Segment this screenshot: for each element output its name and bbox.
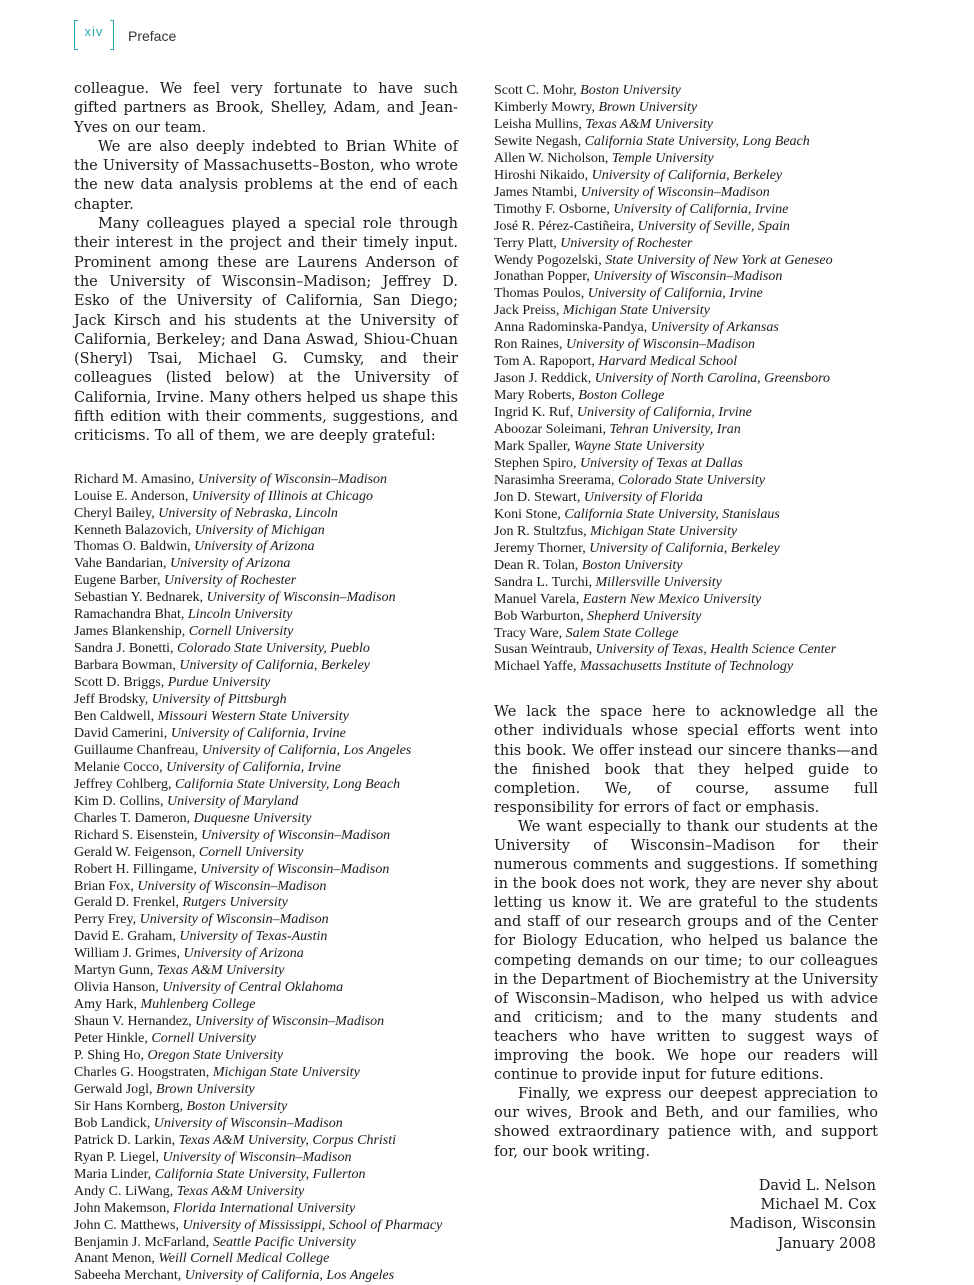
- reviewer-institution: Muhlenberg College: [140, 997, 256, 1013]
- reviewer-name: Robert H. Fillingame,: [74, 861, 201, 877]
- reviewer-institution: University of Wisconsin–Madison: [593, 269, 783, 285]
- reviewer-name: Tracy Ware,: [494, 625, 566, 641]
- reviewer-institution: University of Wisconsin–Madison: [137, 878, 327, 894]
- reviewer-entry: [74, 1031, 458, 1048]
- reviewer-institution: University of Texas, Health Science Center: [595, 642, 837, 658]
- reviewer-entry: [74, 675, 458, 692]
- reviewer-entry: [74, 1065, 458, 1082]
- reviewer-entry: [494, 236, 878, 253]
- reviewer-entry: [494, 320, 878, 337]
- reviewer-name: Ryan P. Liegel,: [74, 1149, 163, 1165]
- reviewer-institution: University of California, Berkeley: [591, 167, 783, 183]
- reviewer-institution: University of Wisconsin–Madison: [153, 1115, 343, 1131]
- reviewer-list-left: [74, 472, 458, 1285]
- left-column: [74, 80, 458, 1285]
- reviewer-entry: [74, 1268, 458, 1285]
- reviewer-entry: [494, 405, 878, 422]
- reviewer-institution: University of Arizona: [170, 556, 291, 572]
- reviewer-name: Ben Caldwell,: [74, 708, 158, 724]
- reviewer-institution: University of Arizona: [194, 539, 315, 555]
- reviewer-name: Peter Hinkle,: [74, 1031, 152, 1047]
- reviewer-entry: [74, 472, 458, 489]
- reviewer-institution: University of California, Irvine: [166, 759, 342, 775]
- reviewer-name: Sebastian Y. Bednarek,: [74, 590, 207, 606]
- reviewer-entry: [74, 658, 458, 675]
- reviewer-institution: University of Arkansas: [650, 320, 779, 336]
- paragraph-brian-white: We are also deeply indebted to Brian White of the University of Massachusetts–Boston, who wrote the new data analysis problems at the end of each chapter.: [74, 138, 458, 213]
- reviewer-entry: [494, 100, 878, 117]
- reviewer-name: Mark Spaller,: [494, 439, 574, 455]
- reviewer-institution: University of Nebraska, Lincoln: [158, 505, 338, 521]
- reviewer-institution: University of Arizona: [183, 946, 304, 962]
- reviewer-entry: [74, 760, 458, 777]
- reviewer-name: Ron Raines,: [494, 337, 566, 353]
- reviewer-institution: Colorado State University: [618, 472, 765, 488]
- reviewer-entry: [494, 626, 878, 643]
- reviewer-name: Jon D. Stewart,: [494, 489, 584, 505]
- reviewer-entry: [74, 1218, 458, 1235]
- reviewer-name: Patrick D. Larkin,: [74, 1132, 179, 1148]
- reviewer-name: Richard M. Amasino,: [74, 471, 199, 487]
- reviewer-institution: State University of New York at Geneseo: [605, 252, 833, 268]
- reviewer-name: Brian Fox,: [74, 878, 138, 894]
- reviewer-name: Jack Preiss,: [494, 303, 563, 319]
- page-number: xiv: [84, 24, 104, 39]
- reviewer-institution: Oregon State University: [147, 1048, 284, 1064]
- reviewer-name: Tom A. Rapoport,: [494, 354, 599, 370]
- paragraph-partners: colleague. We feel very fortunate to have such gifted partners as Brook, Shelley, Adam, and Jean-Yves on our team.: [74, 81, 458, 136]
- reviewer-name: Charles G. Hoogstraten,: [74, 1065, 213, 1080]
- reviewer-name: Kenneth Balazovich,: [74, 522, 195, 538]
- reviewer-name: John Makemson,: [74, 1200, 174, 1216]
- reviewer-institution: University of Wisconsin–Madison: [565, 337, 755, 353]
- reviewer-entry: [74, 946, 458, 963]
- reviewer-name: Barbara Bowman,: [74, 658, 180, 674]
- reviewer-name: Stephen Spiro,: [494, 455, 580, 471]
- reviewer-entry: [494, 490, 878, 507]
- reviewer-institution: University of Pittsburgh: [151, 692, 287, 708]
- reviewer-entry: [494, 422, 878, 439]
- reviewer-entry: [74, 590, 458, 607]
- reviewer-name: Jonathan Popper,: [494, 269, 594, 285]
- reviewer-entry: [74, 1201, 458, 1218]
- reviewer-institution: Cornell University: [198, 844, 304, 860]
- reviewer-entry: [494, 541, 878, 558]
- reviewer-institution: Cornell University: [151, 1031, 256, 1047]
- closing-text: [494, 703, 878, 1161]
- reviewer-entry: [494, 659, 878, 676]
- reviewer-entry: [74, 1184, 458, 1201]
- reviewer-institution: University of California, Irvine: [576, 405, 752, 421]
- reviewer-entry: [74, 556, 458, 573]
- reviewer-institution: Boston University: [581, 557, 683, 573]
- reviewer-name: Susan Weintraub,: [494, 642, 596, 658]
- reviewer-name: Maria Linder,: [74, 1166, 155, 1182]
- reviewer-name: Bob Warburton,: [494, 608, 588, 624]
- reviewer-name: Michael Yaffe,: [494, 659, 581, 675]
- reviewer-institution: University of Wisconsin–Madison: [206, 590, 396, 606]
- reviewer-name: José R. Pérez-Castiñeira,: [494, 218, 638, 234]
- reviewer-entry: [494, 83, 878, 100]
- reviewer-entry: [74, 963, 458, 980]
- signature-author-2: Michael M. Cox: [760, 1196, 876, 1213]
- reviewer-entry: [494, 185, 878, 202]
- reviewer-institution: Purdue University: [167, 675, 271, 691]
- reviewer-institution: University of Wisconsin–Madison: [195, 1014, 385, 1030]
- reviewer-entry: [494, 219, 878, 236]
- reviewer-institution: Temple University: [611, 150, 714, 166]
- reviewer-institution: University of Wisconsin–Madison: [198, 471, 388, 487]
- reviewer-institution: Seattle Pacific University: [212, 1234, 356, 1250]
- reviewer-entry: [494, 337, 878, 354]
- reviewer-entry: [494, 151, 878, 168]
- right-column: [494, 83, 878, 1254]
- reviewer-institution: University of Rochester: [560, 235, 693, 251]
- reviewer-entry: [74, 980, 458, 997]
- reviewer-name: Sandra L. Turchi,: [494, 574, 596, 590]
- reviewer-name: Ingrid K. Ruf,: [494, 405, 577, 421]
- running-title: Preface: [128, 28, 177, 44]
- reviewer-institution: Texas A&M University: [176, 1183, 305, 1199]
- reviewer-entry: [74, 692, 458, 709]
- reviewer-entry: [74, 895, 458, 912]
- reviewer-entry: [74, 777, 458, 794]
- reviewer-institution: Millersville University: [595, 574, 722, 590]
- reviewer-name: Gerwald Jogl,: [74, 1081, 157, 1097]
- reviewer-name: Mary Roberts,: [494, 388, 579, 404]
- reviewer-name: Melanie Cocco,: [74, 759, 167, 775]
- reviewer-institution: University of Wisconsin–Madison: [139, 912, 329, 928]
- signature-block: [494, 1177, 878, 1254]
- paragraph-students: We want especially to thank our students at the University of Wisconsin–Madison for their numerous comments and suggestions. If something in the book does not work, they are never shy about letting us know it. We are grateful to the students and staff of our research groups and of the Center for Biology Education, who helped us balance the competing demands on our time; to our colleagues in the Department of Biochemistry at the University of Wisconsin–Madison, who helped us with advice and criticism; and to the many students and teachers who have written to suggest ways of improving the book. We hope our readers will continue to provide input for future editions.: [494, 818, 878, 1084]
- reviewer-entry: [74, 709, 458, 726]
- reviewer-name: Scott C. Mohr,: [494, 83, 581, 98]
- reviewer-name: Manuel Varela,: [494, 591, 583, 607]
- reviewer-institution: University of California, Berkeley: [589, 540, 780, 556]
- reviewer-name: James Blankenship,: [74, 624, 189, 640]
- reviewer-name: Louise E. Anderson,: [74, 488, 192, 504]
- reviewer-name: P. Shing Ho,: [74, 1048, 148, 1064]
- reviewer-institution: Colorado State University, Pueblo: [177, 641, 370, 657]
- reviewer-entry: [494, 269, 878, 286]
- reviewer-institution: University of California, Irvine: [587, 286, 763, 302]
- reviewer-entry: [74, 794, 458, 811]
- reviewer-institution: University of California, Irvine: [613, 201, 789, 217]
- reviewer-name: Gerald W. Feigenson,: [74, 844, 199, 860]
- reviewer-institution: Michigan State University: [562, 303, 710, 319]
- reviewer-entry: [494, 168, 878, 185]
- reviewer-institution: University of Texas-Austin: [179, 929, 328, 945]
- reviewer-institution: Massachusetts Institute of Technology: [580, 659, 794, 675]
- reviewer-name: Vahe Bandarian,: [74, 556, 171, 572]
- reviewer-institution: Shepherd University: [587, 608, 702, 624]
- reviewer-entry: [494, 473, 878, 490]
- reviewer-name: Jason J. Reddick,: [494, 371, 595, 387]
- reviewer-institution: University of Wisconsin–Madison: [201, 827, 391, 843]
- reviewer-name: Scott D. Briggs,: [74, 675, 168, 691]
- reviewer-entry: [74, 726, 458, 743]
- reviewer-entry: [494, 134, 878, 151]
- reviewer-institution: Salem State College: [565, 625, 679, 641]
- reviewer-entry: [494, 286, 878, 303]
- reviewer-name: Thomas O. Baldwin,: [74, 539, 195, 555]
- reviewer-entry: [74, 641, 458, 658]
- paragraph-families: Finally, we express our deepest appreciation to our wives, Brook and Beth, and our families, who showed extraordinary patience with, and support for, our book writing.: [494, 1086, 878, 1160]
- reviewer-institution: Brown University: [598, 99, 698, 115]
- reviewer-entry: [494, 609, 878, 626]
- reviewer-institution: Rutgers University: [182, 895, 288, 911]
- reviewer-entry: [74, 489, 458, 506]
- reviewer-name: William J. Grimes,: [74, 946, 184, 962]
- reviewer-name: Cheryl Bailey,: [74, 505, 159, 521]
- reviewer-institution: University of Seville, Spain: [637, 218, 790, 234]
- reviewer-entry: [74, 1014, 458, 1031]
- reviewer-list-right: [494, 83, 878, 676]
- paragraph-colleagues: Many colleagues played a special role through their interest in the project and their timely input. Prominent among these are Laurens Anderson of the University of Wisconsin–Madison; Jeffrey D. Esko of the University of California, San Diego; Jack Kirsch and his students at the University of California, Berkeley; and Dana Aswad, Shiou-Chuan (Sheryl) Tsai, Michael G. Cumsky, and their colleagues (listed below) at the University of California, Irvine. Many others helped us shape this fifth edition with their comments, suggestions, and criticisms. To all of them, we are deeply grateful:: [74, 216, 458, 445]
- paragraph-acknowledge: We lack the space here to acknowledge all the other individuals whose special efforts went into this book. We offer instead our sincere thanks—and the finished book that they helped guide to completion. We, of course, assume full responsibility for errors of fact or emphasis.: [494, 704, 878, 816]
- reviewer-institution: California State University, Stanislaus: [564, 506, 780, 522]
- reviewer-institution: Lincoln University: [187, 607, 293, 623]
- reviewer-name: Richard S. Eisenstein,: [74, 827, 202, 843]
- reviewer-entry: [74, 912, 458, 929]
- reviewer-institution: University of California, Los Angeles: [184, 1268, 395, 1284]
- reviewer-name: Sir Hans Kornberg,: [74, 1098, 187, 1114]
- reviewer-institution: Weill Cornell Medical College: [158, 1251, 330, 1267]
- reviewer-entry: [494, 354, 878, 371]
- reviewer-name: Shaun V. Hernandez,: [74, 1014, 196, 1030]
- signature-date: January 2008: [777, 1235, 876, 1252]
- reviewer-entry: [494, 592, 878, 609]
- reviewer-name: Wendy Pogozelski,: [494, 252, 606, 268]
- reviewer-entry: [74, 1167, 458, 1184]
- reviewer-name: Hiroshi Nikaido,: [494, 167, 592, 183]
- reviewer-institution: Duquesne University: [193, 810, 312, 826]
- reviewer-name: Thomas Poulos,: [494, 286, 588, 302]
- reviewer-institution: University of Texas at Dallas: [579, 455, 743, 471]
- reviewer-name: Kim D. Collins,: [74, 793, 167, 809]
- reviewer-name: Anna Radominska-Pandya,: [494, 320, 651, 336]
- reviewer-institution: Harvard Medical School: [598, 354, 738, 370]
- reviewer-entry: [74, 607, 458, 624]
- reviewer-name: Kimberly Mowry,: [494, 99, 599, 115]
- reviewer-institution: Eastern New Mexico University: [582, 591, 762, 607]
- reviewer-entry: [494, 371, 878, 388]
- reviewer-name: David Camerini,: [74, 725, 171, 741]
- reviewer-name: Anant Menon,: [74, 1251, 159, 1267]
- reviewer-entry: [74, 929, 458, 946]
- reviewer-name: James Ntambi,: [494, 184, 581, 200]
- reviewer-institution: University of Wisconsin–Madison: [162, 1149, 352, 1165]
- reviewer-entry: [74, 1133, 458, 1150]
- reviewer-name: Charles T. Dameron,: [74, 810, 194, 826]
- reviewer-name: Sandra J. Bonetti,: [74, 641, 178, 657]
- reviewer-institution: University of Michigan: [194, 522, 325, 538]
- reviewer-name: Sabeeha Merchant,: [74, 1268, 185, 1284]
- reviewer-institution: University of Central Oklahoma: [162, 980, 344, 996]
- reviewer-entry: [494, 388, 878, 405]
- reviewer-entry: [494, 253, 878, 270]
- reviewer-name: Guillaume Chanfreau,: [74, 742, 202, 758]
- reviewer-entry: [494, 524, 878, 541]
- reviewer-institution: Florida International University: [173, 1200, 356, 1216]
- reviewer-institution: California State University, Long Beach: [174, 776, 401, 792]
- reviewer-entry: [74, 997, 458, 1014]
- reviewer-entry: [494, 456, 878, 473]
- reviewer-name: Aboozar Soleimani,: [494, 422, 610, 438]
- reviewer-name: John C. Matthews,: [74, 1217, 183, 1233]
- reviewer-name: Jon R. Stultzfus,: [494, 523, 591, 539]
- reviewer-entry: [74, 1082, 458, 1099]
- reviewer-name: Martyn Gunn,: [74, 963, 157, 979]
- reviewer-institution: University of Wisconsin–Madison: [200, 861, 390, 877]
- reviewer-institution: Brown University: [156, 1081, 255, 1097]
- reviewer-entry: [74, 811, 458, 828]
- reviewer-institution: Missouri Western State University: [157, 708, 349, 724]
- reviewer-entry: [74, 506, 458, 523]
- reviewer-name: Amy Hark,: [74, 997, 141, 1013]
- reviewer-name: Koni Stone,: [494, 506, 565, 522]
- reviewer-institution: University of Rochester: [164, 573, 297, 589]
- reviewer-name: Terry Platt,: [494, 235, 561, 251]
- reviewer-institution: Boston College: [578, 388, 665, 404]
- reviewer-name: David E. Graham,: [74, 929, 180, 945]
- reviewer-entry: [494, 303, 878, 320]
- reviewer-entry: [74, 523, 458, 540]
- reviewer-name: Timothy F. Osborne,: [494, 201, 614, 217]
- reviewer-institution: University of North Carolina, Greensboro: [594, 371, 830, 387]
- reviewer-name: Sewite Negash,: [494, 133, 585, 149]
- page-number-bracket: [74, 20, 114, 50]
- reviewer-name: Allen W. Nicholson,: [494, 150, 612, 166]
- reviewer-entry: [74, 624, 458, 641]
- reviewer-entry: [74, 1099, 458, 1116]
- reviewer-entry: [74, 845, 458, 862]
- reviewer-name: Jeff Brodsky,: [74, 692, 152, 708]
- reviewer-entry: [74, 879, 458, 896]
- reviewer-entry: [74, 573, 458, 590]
- reviewer-institution: California State University, Fullerton: [154, 1166, 366, 1182]
- reviewer-name: Jeffrey Cohlberg,: [74, 776, 175, 792]
- reviewer-entry: [74, 1116, 458, 1133]
- reviewer-entry: [74, 1048, 458, 1065]
- reviewer-institution: University of California, Los Angeles: [201, 742, 412, 758]
- reviewer-entry: [74, 1150, 458, 1167]
- reviewer-institution: University of Illinois at Chicago: [191, 488, 374, 504]
- signature-place: Madison, Wisconsin: [729, 1216, 876, 1233]
- reviewer-name: Dean R. Tolan,: [494, 557, 582, 573]
- reviewer-entry: [74, 1235, 458, 1252]
- reviewer-entry: [494, 575, 878, 592]
- reviewer-name: Bob Landick,: [74, 1115, 154, 1131]
- reviewer-institution: Texas A&M University: [585, 116, 713, 132]
- reviewer-entry: [74, 828, 458, 845]
- reviewer-entry: [74, 862, 458, 879]
- reviewer-institution: Wayne State University: [573, 439, 705, 455]
- reviewer-institution: Michigan State University: [212, 1065, 360, 1080]
- signature-author-1: David L. Nelson: [758, 1177, 876, 1194]
- reviewer-name: Benjamin J. McFarland,: [74, 1234, 213, 1250]
- reviewer-institution: University of Florida: [583, 489, 703, 505]
- reviewer-entry: [494, 558, 878, 575]
- reviewer-institution: Texas A&M University: [156, 963, 285, 979]
- reviewer-entry: [494, 642, 878, 659]
- reviewer-institution: University of California, Berkeley: [179, 658, 370, 674]
- reviewer-name: Gerald D. Frenkel,: [74, 895, 183, 911]
- reviewer-name: Andy C. LiWang,: [74, 1183, 177, 1199]
- reviewer-name: Narasimha Sreerama,: [494, 472, 618, 488]
- reviewer-institution: Tehran University, Iran: [609, 422, 741, 438]
- reviewer-entry: [74, 539, 458, 556]
- reviewer-institution: University of Maryland: [166, 793, 299, 809]
- reviewer-entry: [494, 117, 878, 134]
- reviewer-name: Eugene Barber,: [74, 573, 165, 589]
- reviewer-institution: Texas A&M University, Corpus Christi: [178, 1132, 397, 1148]
- reviewer-name: Jeremy Thorner,: [494, 540, 590, 556]
- reviewer-entry: [74, 743, 458, 760]
- reviewer-entry: [494, 507, 878, 524]
- reviewer-institution: University of Wisconsin–Madison: [580, 184, 770, 200]
- reviewer-institution: California State University, Long Beach: [584, 133, 810, 149]
- reviewer-institution: Boston University: [186, 1098, 288, 1114]
- reviewer-institution: University of California, Irvine: [170, 725, 346, 741]
- reviewer-name: Leisha Mullins,: [494, 116, 586, 132]
- reviewer-name: Perry Frey,: [74, 912, 140, 928]
- reviewer-institution: Cornell University: [188, 624, 294, 640]
- reviewer-name: Ramachandra Bhat,: [74, 607, 188, 623]
- reviewer-entry: [494, 439, 878, 456]
- reviewer-institution: Michigan State University: [590, 523, 738, 539]
- reviewer-institution: University of Mississippi, School of Pharmacy: [182, 1217, 443, 1233]
- reviewer-name: Olivia Hanson,: [74, 980, 163, 996]
- reviewer-institution: Boston University: [580, 83, 681, 98]
- reviewer-entry: [494, 202, 878, 219]
